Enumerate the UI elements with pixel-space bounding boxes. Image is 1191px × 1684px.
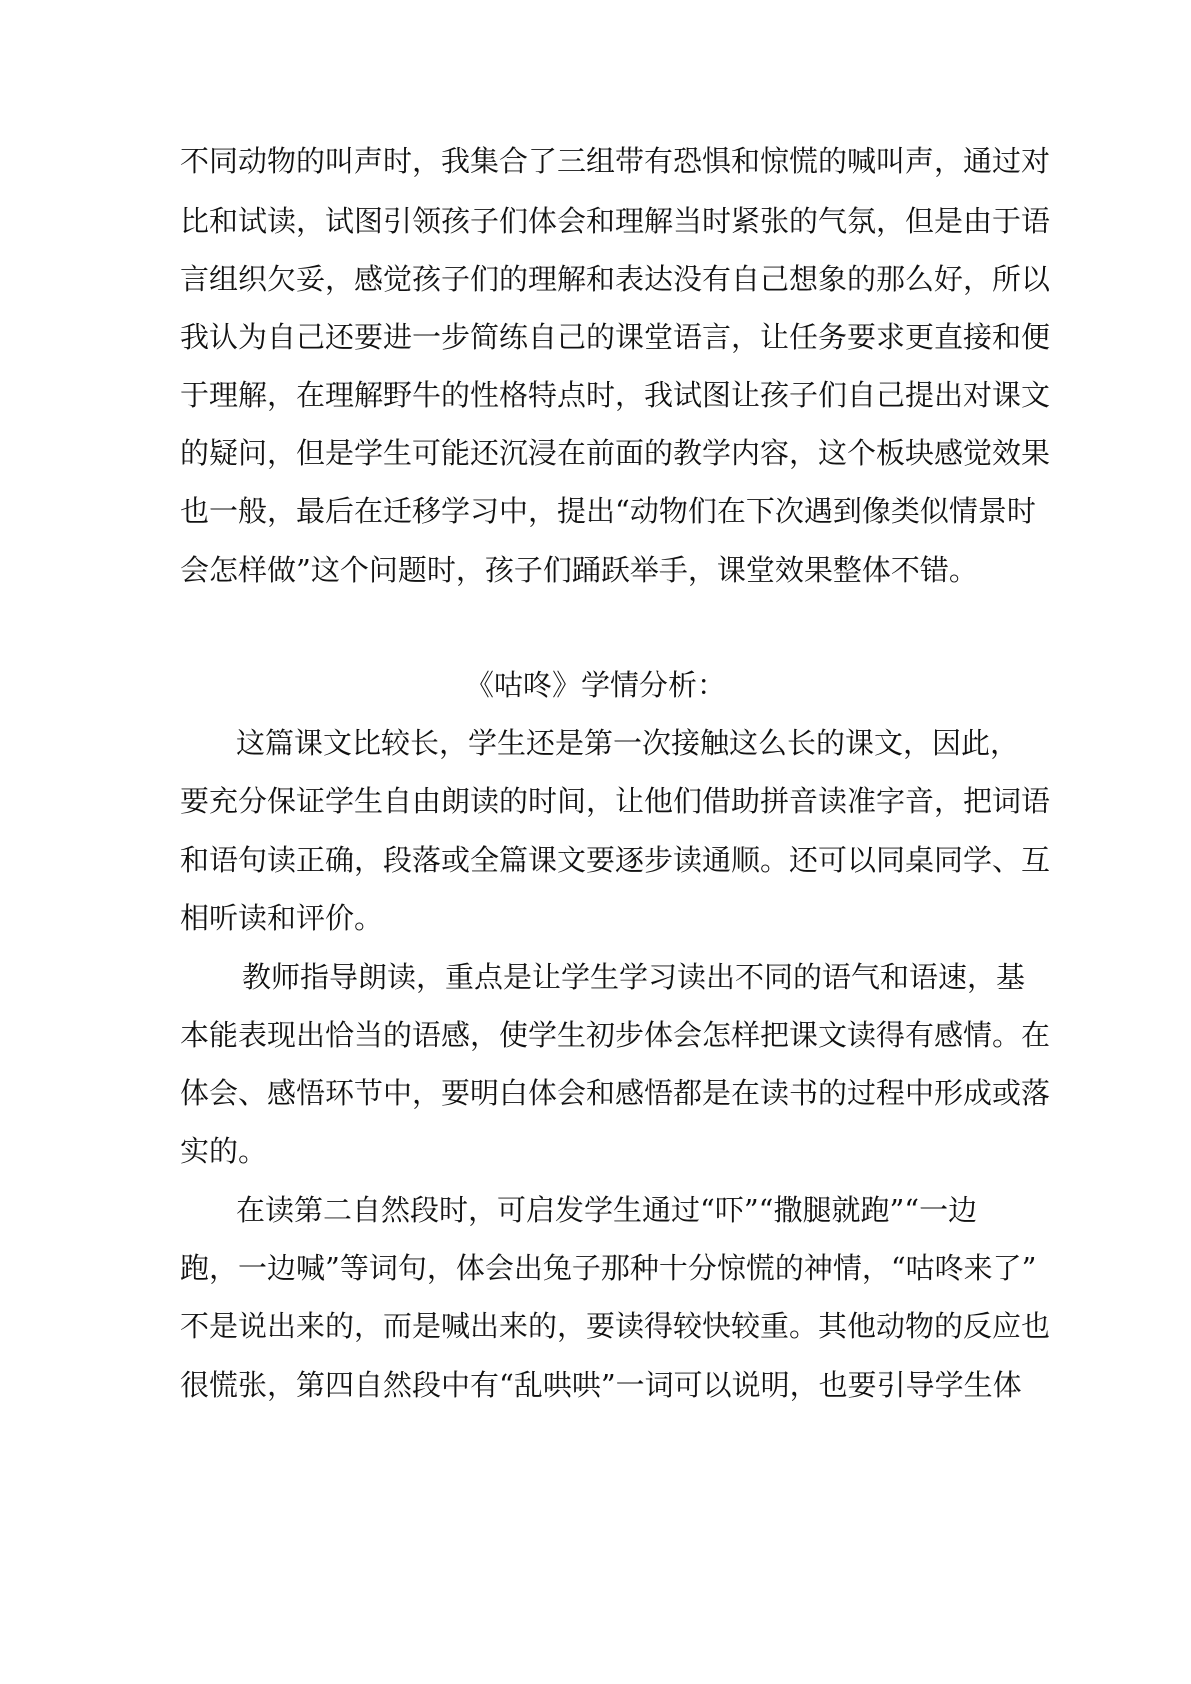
paragraph-line: 本能表现出恰当的语感，使学生初步体会怎样把课文读得有感情。在 xyxy=(180,1018,1051,1052)
paragraph-line: 于理解，在理解野牛的性格特点时，我试图让孩子们自己提出对课文 xyxy=(180,378,1051,412)
paragraph-line: 的疑问，但是学生可能还沉浸在前面的教学内容，这个板块感觉效果 xyxy=(180,436,1051,470)
paragraph-line: 跑，一边喊”等词句，体会出兔子那种十分惊慌的神情，“咕咚来了” xyxy=(180,1251,1037,1285)
paragraph-line: 不同动物的叫声时，我集合了三组带有恐惧和惊慌的喊叫声，通过对 xyxy=(180,144,1051,178)
paragraph-line: 要充分保证学生自由朗读的时间，让他们借助拼音读准字音，把词语 xyxy=(180,784,1051,818)
section-heading: 《咕咚》学情分析： xyxy=(464,668,726,702)
paragraph-line: 教师指导朗读，重点是让学生学习读出不同的语气和语速，基 xyxy=(242,960,1026,994)
paragraph-line: 比和试读，试图引领孩子们体会和理解当时紧张的气氛，但是由于语 xyxy=(180,204,1051,238)
paragraph-line: 会怎样做”这个问题时，孩子们踊跃举手，课堂效果整体不错。 xyxy=(180,553,978,587)
paragraph-line: 很慌张，第四自然段中有“乱哄哄”一词可以说明，也要引导学生体 xyxy=(180,1368,1022,1402)
paragraph-line: 实的。 xyxy=(180,1134,268,1168)
paragraph-line: 体会、感悟环节中，要明白体会和感悟都是在读书的过程中形成或落 xyxy=(180,1076,1051,1110)
paragraph-line: 言组织欠妥，感觉孩子们的理解和表达没有自己想象的那么好，所以 xyxy=(180,262,1051,296)
paragraph-line: 相听读和评价。 xyxy=(180,901,384,935)
paragraph-line: 也一般，最后在迁移学习中，提出“动物们在下次遇到像类似情景时 xyxy=(180,494,1036,528)
paragraph-line: 不是说出来的，而是喊出来的，要读得较快较重。其他动物的反应也 xyxy=(180,1309,1051,1343)
paragraph-line: 这篇课文比较长，学生还是第一次接触这么长的课文，因此， xyxy=(236,726,1020,760)
paragraph-line: 在读第二自然段时，可启发学生通过“吓”“撒腿就跑”“一边 xyxy=(236,1193,978,1227)
paragraph-line: 我认为自己还要进一步简练自己的课堂语言，让任务要求更直接和便 xyxy=(180,320,1051,354)
paragraph-line: 和语句读正确，段落或全篇课文要逐步读通顺。还可以同桌同学、互 xyxy=(180,843,1051,877)
